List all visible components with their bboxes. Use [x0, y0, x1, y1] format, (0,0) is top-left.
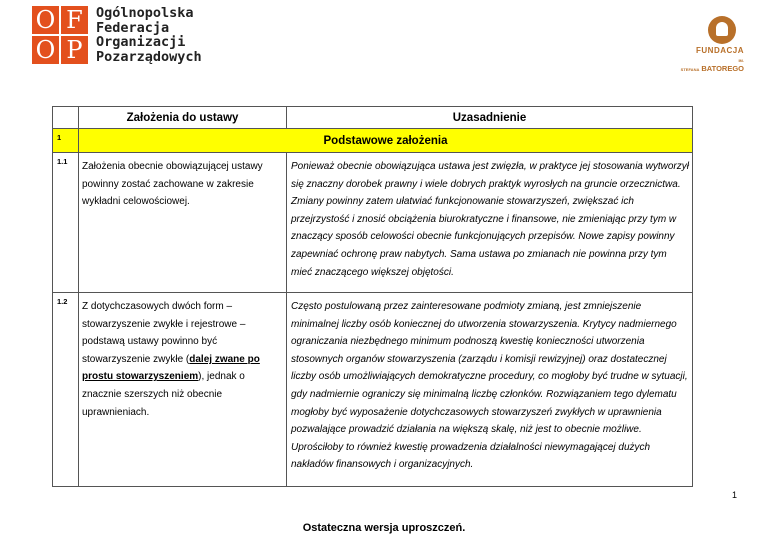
assumption-text: Z dotychczasowych dwóch form – stowarzyszenie zwykłe i rejestrowe – podstawą ustawy powinno być stowarzyszenie zwykłe (: [82, 301, 246, 365]
ofop-logo: [32, 6, 202, 64]
assumption-text: ), jednak o znacznie szerszych niż obecnie uprawnieniach.: [82, 371, 245, 418]
assumption-defined-term: dalej zwane po prostu stowarzyszeniem: [82, 353, 260, 383]
row-number: 1.2: [53, 293, 79, 487]
row-justification: Często postulowaną przez zainteresowane podmioty zmianą, jest zmniejszenie minimalnej liczby osób koniecznej do utworzenia stowarzyszenia. Krytycy nadmiernego ograniczania niezbędnego minimum podnoszą kwestię konieczności utworzenia stosownych organów stowarzyszenia (zarządu i komisji rewizyjnej) oraz dostatecznej liczby osób umożliwiających demokratyczne procedury, co mogłoby być trudne w sytuacji, gdy nadmiernie ograniczy się minimalną liczbę członków. Rozwiązaniem tego dylematu mogłoby być wyposażenie dotychczasowych stowarzyszeń zwykłych w uprawnienia pozwalające prowadzić działania na większą skalę, niż jest to obecnie możliwe. Uprościłoby to również kwestię prowadzenia działalności niewymagającej dużych nakładów finansowych i organizacyjnych.: [287, 293, 693, 487]
section-number: 1: [53, 129, 79, 153]
table-row: [53, 293, 693, 487]
batory-logo-line: [680, 55, 744, 73]
ofop-letter-mark: [32, 6, 88, 64]
ofop-letter: F: [61, 6, 88, 34]
section-title: Podstawowe założenia: [79, 129, 693, 153]
row-number: 1.1: [53, 153, 79, 293]
batory-logo-small-text: IM. STEFANA: [680, 58, 744, 72]
header-justification: Uzasadnienie: [287, 107, 693, 129]
batory-logo-line: FUNDACJA: [696, 46, 744, 55]
proposal-table: [52, 106, 693, 487]
ofop-name: [96, 6, 202, 64]
table-header-row: [53, 107, 693, 129]
header-assumptions: Założenia do ustawy: [79, 107, 287, 129]
table-row: [53, 153, 693, 293]
row-justification: Ponieważ obecnie obowiązująca ustawa jest zwięzła, w praktyce jej stosowania wytworzył się znaczny dorobek prawny i wiele dobrych praktyk wyrosłych na gruncie orzecznictwa. Zmiany powinny zatem ułatwiać funkcjonowanie stowarzyszeń, zwiększać ich przejrzystość i znosić obciążenia biurokratyczne i finansowe, nie zmieniając przy tym w znaczący sposób celowości obecnie funkcjonujących przepisów. Nowe zapisy powinny zapewniać ochronę praw nabytych. Sama ustawa po zmianach nie powinna przy tym mieć znaczącego większej objętości.: [287, 153, 693, 293]
ofop-letter: P: [61, 36, 88, 64]
ofop-letter: O: [32, 36, 59, 64]
batory-emblem-icon: [708, 16, 736, 44]
ofop-letter: O: [32, 6, 59, 34]
ofop-name-line: Federacja: [96, 19, 170, 36]
ofop-name-line: Organizacji: [96, 34, 186, 51]
footer-note: Ostateczna wersja uproszczeń.: [302, 522, 466, 534]
page-number: 1: [732, 490, 738, 500]
ofop-name-line: Ogólnopolska: [96, 5, 194, 21]
section-row: [53, 129, 693, 153]
header-number-cell: [53, 107, 79, 129]
ofop-name-line: Pozarządowych: [96, 48, 202, 65]
row-assumption: [79, 293, 287, 487]
batory-logo-name: BATOREGO: [701, 64, 744, 73]
batory-foundation-logo: [680, 16, 744, 73]
row-assumption: Założenia obecnie obowiązującej ustawy powinny zostać zachowane w zakresie wykładni celowościowej.: [79, 153, 287, 293]
